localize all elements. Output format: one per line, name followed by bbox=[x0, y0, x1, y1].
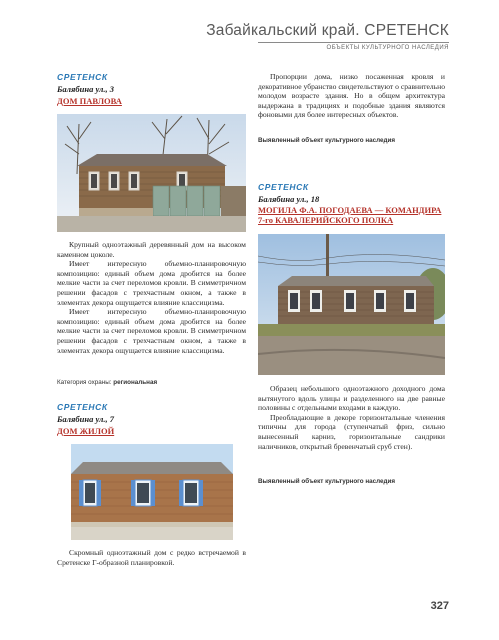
description-paragraph: Пропорции дома, низко посаженная кровля и декоративное убранство свидетельствуют о сравнительно молодом возрасте здания. Но в общем архитектура выдержана в традициях и подобные здания являются фоновыми для более интересных объектов. bbox=[258, 72, 445, 120]
category-value: региональная bbox=[113, 379, 158, 386]
entry-address: Балябина ул., 7 bbox=[57, 414, 114, 424]
entry-title: ДОМ ПАВЛОВА bbox=[57, 96, 122, 106]
page-header-title: Забайкальский край. СРЕТЕНСК bbox=[206, 22, 449, 39]
entry-description bbox=[258, 72, 445, 120]
entry-description bbox=[258, 384, 445, 451]
category-label: Категория охраны: bbox=[57, 379, 112, 386]
description-paragraph: Преобладающие в декоре горизонтальные членения типичны для города (ступенчатый фриз, сильно вынесенный карниз, горизонтальные сандрики наличников, открытый бревенчатый сруб стен). bbox=[258, 412, 445, 451]
entry-city: СРЕТЕНСК bbox=[57, 402, 108, 412]
entry-title-continued: 7-го КАВАЛЕРИЙСКОГО ПОЛКА bbox=[258, 215, 394, 225]
entry-description bbox=[57, 548, 246, 567]
entry-city: СРЕТЕНСК bbox=[258, 182, 309, 192]
photo-pogodaev-grave bbox=[258, 234, 445, 375]
page-header-subtitle: ОБЪЕКТЫ КУЛЬТУРНОГО НАСЛЕДИЯ bbox=[326, 45, 449, 51]
heritage-status: Выявленный объект культурного наследия bbox=[258, 137, 396, 144]
entry-title: ДОМ ЖИЛОЙ bbox=[57, 426, 115, 436]
entry-description bbox=[57, 240, 246, 355]
entry-city: СРЕТЕНСК bbox=[57, 72, 108, 82]
entry-address: Балябина ул., 18 bbox=[258, 194, 320, 204]
description-paragraph: Имеет интересную объемно-планировочную композицию: единый объем дома дробится на более мелкие части за счет переломов кровли. В симметричном решении фасадов с трехчастным окном, а также в элементах декора ощущается влияние классицизма. bbox=[57, 307, 246, 355]
header-divider bbox=[258, 42, 449, 43]
entry-title: МОГИЛА Ф.А. ПОГОДАЕВА — КОМАНДИРА bbox=[258, 205, 442, 215]
page-number: 327 bbox=[430, 600, 449, 612]
description-paragraph: Скромный одноэтажный дом с редко встречаемой в Сретенске Г-образной планировкой. bbox=[57, 548, 246, 567]
description-paragraph: Образец небольшого одноэтажного доходного дома вытянутого вдоль улицы и разделенного на две равные половины с отдельными входами в каждую. bbox=[258, 384, 445, 413]
photo-pavlov-house bbox=[57, 114, 246, 232]
description-paragraph: Имеет интересную объемно-планировочную композицию: единый объем дома дробится на более мелкие части за счет переломов кровли. В симметричном решении фасадов с трехчастным окном, а также в элементах декора ощущается влияние классицизма. bbox=[57, 259, 246, 307]
description-paragraph: Крупный одноэтажный деревянный дом на высоком каменном цоколе. bbox=[57, 240, 246, 259]
protection-category bbox=[57, 379, 157, 386]
heritage-status: Выявленный объект культурного наследия bbox=[258, 478, 396, 485]
photo-residential-house bbox=[71, 444, 233, 540]
entry-address: Балябина ул., 3 bbox=[57, 84, 114, 94]
